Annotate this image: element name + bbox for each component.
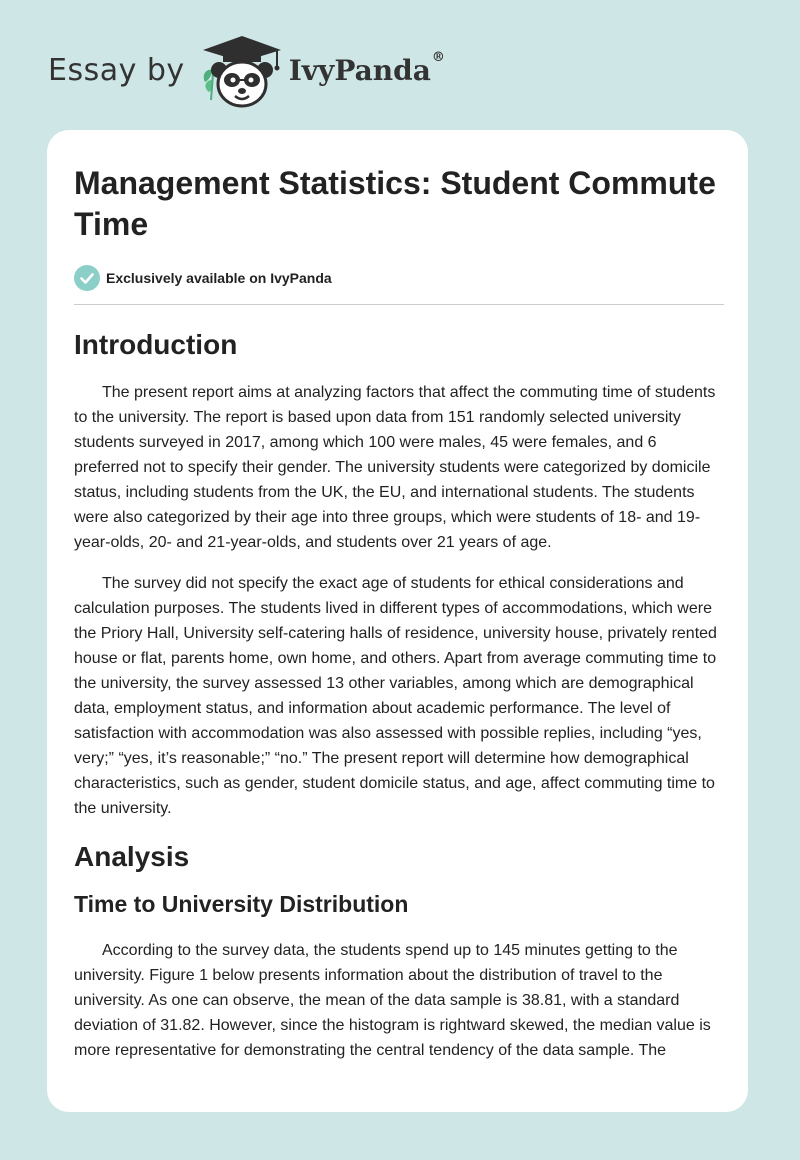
introduction-section	[74, 327, 724, 821]
essay-content	[74, 163, 724, 1063]
registered-mark: ®	[431, 49, 445, 65]
brand-name[interactable]: IvyPanda®	[288, 49, 445, 87]
introduction-paragraph-1: The present report aims at analyzing factors that affect the commuting time of students to the university. The report is based upon data from 151 randomly selected university students surveyed in 2017, among which 100 were males, 45 were females, and 6 preferred not to specify their gender. The university students were categorized by domicile status, including students from the UK, the EU, and international students. The students were also categorized by their age into three groups, which were students of 18- and 19-year-olds, 20- and 21-year-olds, and students over 21 years of age.	[74, 384, 716, 551]
introduction-heading: Introduction	[74, 329, 238, 360]
exclusive-badge-text: Exclusively available on IvyPanda	[106, 270, 332, 286]
essay-card	[47, 130, 748, 1112]
time-distribution-subheading: Time to University Distribution	[74, 891, 409, 917]
check-circle-icon	[74, 265, 100, 291]
essay-title: Management Statistics: Student Commute Time	[74, 165, 716, 242]
analysis-paragraph-1: According to the survey data, the students spend up to 145 minutes getting to the university. Figure 1 below presents information about the distribution of travel to the university. As one can observe, the mean of the data sample is 38.81, with a standard deviation of 31.82. However, since the histogram is rightward skewed, the median value is more representative for demonstrating the central tendency of the data sample. The	[74, 942, 711, 1059]
panda-logo-icon[interactable]	[199, 30, 285, 110]
brand-prefix: Essay by	[48, 52, 185, 88]
analysis-section	[74, 839, 724, 1063]
title-divider	[74, 304, 724, 305]
brand-header	[48, 30, 445, 110]
analysis-heading: Analysis	[74, 841, 190, 872]
exclusive-badge	[74, 264, 724, 292]
introduction-paragraph-2: The survey did not specify the exact age of students for ethical considerations and calculation purposes. The students lived in different types of accommodations, which were the Priory Hall, University self-catering halls of residence, university house, privately rented house or flat, parents home, own home, and others. Apart from average commuting time to the university, the survey assessed 13 other variables, among which are demographical data, employment status, and information about academic performance. The level of satisfaction with accommodation was also assessed with possible replies, including “yes, very;” “yes, it’s reasonable;” “no.” The present report will determine how demographical characteristics, such as gender, student domicile status, and age, affect commuting time to the university.	[74, 575, 717, 817]
